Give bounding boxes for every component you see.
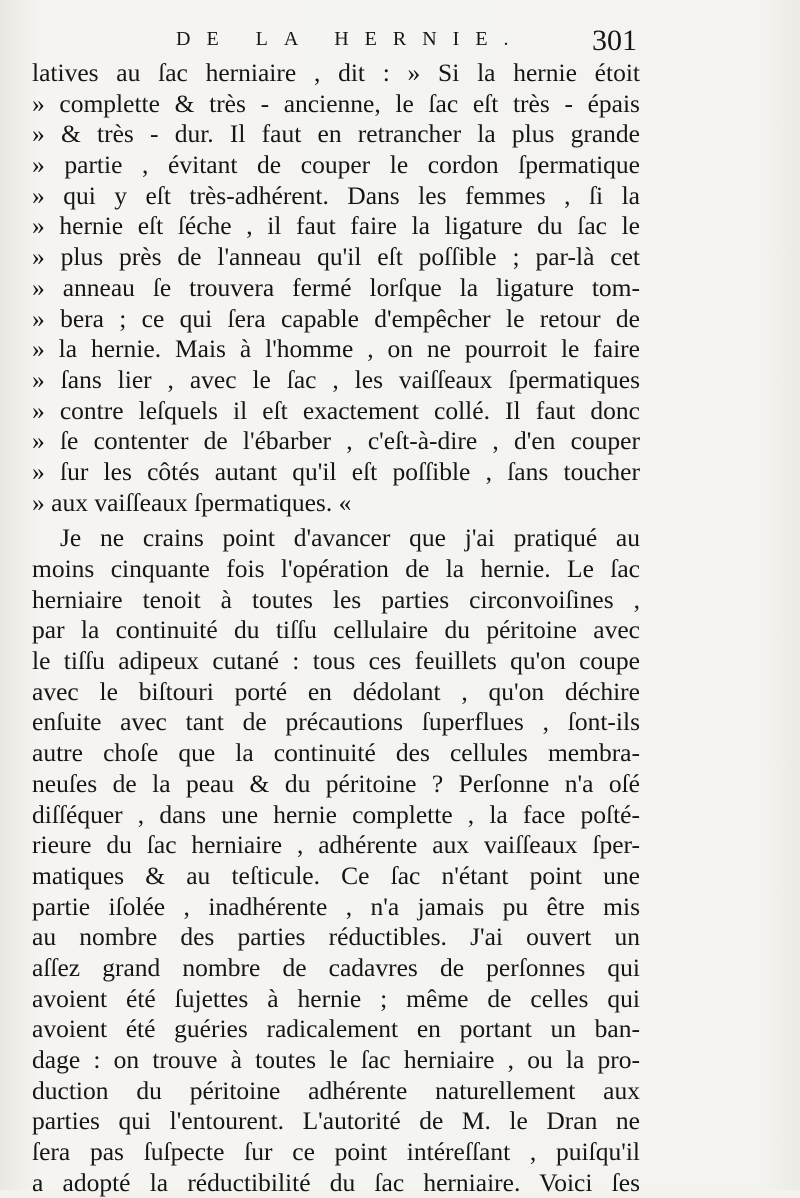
text-line: » partie , évitant de couper le cordon ſpermatique <box>32 150 640 180</box>
text-line: » ſans lier , avec le ſac , les vaiſſeaux ſpermatiques <box>32 364 640 394</box>
text-line: diſſéquer , dans une hernie complette , la face poſté- <box>32 799 640 829</box>
text-line: » hernie eſt ſéche , il faut faire la ligature du ſac le <box>32 211 640 241</box>
text-line: au nombre des parties réductibles. J'ai ouvert un <box>32 922 640 952</box>
text-line: » la hernie. Mais à l'homme , on ne pourroit le faire <box>32 334 640 364</box>
text-line: avoient été guéries radicalement en portant un ban- <box>32 1014 640 1044</box>
paragraph-main <box>32 523 640 1198</box>
text-line: autre choſe que la continuité des cellules membra- <box>32 738 640 768</box>
text-line: latives au ſac herniaire , dit : » Si la hernie étoit <box>32 58 640 87</box>
text-line: partie iſolée , inadhérente , n'a jamais pu être mis <box>32 891 640 921</box>
body-text <box>32 58 640 1198</box>
text-line: herniaire tenoit à toutes les parties circonvoiſines , <box>32 584 640 614</box>
text-line: a adopté la réductibilité du ſac herniaire. Voici ſes <box>32 1167 640 1197</box>
text-line: » complette & très - ancienne, le ſac eſt très - épais <box>32 88 640 118</box>
text-line: neuſes de la peau & du péritoine ? Perſonne n'a oſé <box>32 768 640 798</box>
text-line: » bera ; ce qui ſera capable d'empêcher le retour de <box>32 303 640 333</box>
text-line: duction du péritoine adhérente naturellement aux <box>32 1075 640 1105</box>
running-title: DE LA HERNIE. <box>176 28 525 50</box>
text-line: » plus près de l'anneau qu'il eſt poſſible ; par-là cet <box>32 242 640 272</box>
text-line: Je ne crains point d'avancer que j'ai pratiqué au <box>60 523 640 553</box>
text-line: ſera pas ſuſpecte ſur ce point intéreſſant , puiſqu'il <box>32 1137 640 1167</box>
text-line: moins cinquante fois l'opération de la hernie. Le ſac <box>32 554 640 583</box>
text-line: » ſur les côtés autant qu'il eſt poſſible , ſans toucher <box>32 456 640 486</box>
text-line: rieure du ſac herniaire , adhérente aux vaiſſeaux ſper- <box>32 830 640 860</box>
text-line: » anneau ſe trouvera fermé lorſque la ligature tom- <box>32 272 640 302</box>
running-head <box>0 24 800 58</box>
text-line: » ſe contenter de l'ébarber , c'eſt-à-dire , d'en couper <box>32 426 640 456</box>
text-line: » contre leſquels il eſt exactement collé. Il faut donc <box>32 395 640 425</box>
page-number: 301 <box>592 24 637 57</box>
text-line: matiques & au teſticule. Ce ſac n'étant point une <box>32 860 640 890</box>
text-line: par la continuité du tiſſu cellulaire du péritoine avec <box>32 615 640 645</box>
text-line: le tiſſu adipeux cutané : tous ces feuillets qu'on coupe <box>32 646 640 676</box>
text-line: » & très - dur. Il faut en retrancher la plus grande <box>32 119 640 149</box>
text-line: avoient été ſujettes à hernie ; même de celles qui <box>32 983 640 1013</box>
text-line: dage : on trouve à toutes le ſac herniaire , ou la pro- <box>32 1045 640 1074</box>
text-line: aſſez grand nombre de cadavres de perſonnes qui <box>32 952 640 982</box>
text-line: » qui y eſt très-adhérent. Dans les femmes , ſi la <box>32 180 640 210</box>
text-line: avec le biſtouri porté en dédolant , qu'on déchire <box>32 676 640 706</box>
paragraph-quote <box>32 58 640 518</box>
text-line: parties qui l'entourent. L'autorité de M. le Dran ne <box>32 1106 640 1136</box>
text-line: enſuite avec tant de précautions ſuperflues , ſont-ils <box>32 707 640 737</box>
text-line: » aux vaiſſeaux ſpermatiques. « <box>32 487 352 517</box>
